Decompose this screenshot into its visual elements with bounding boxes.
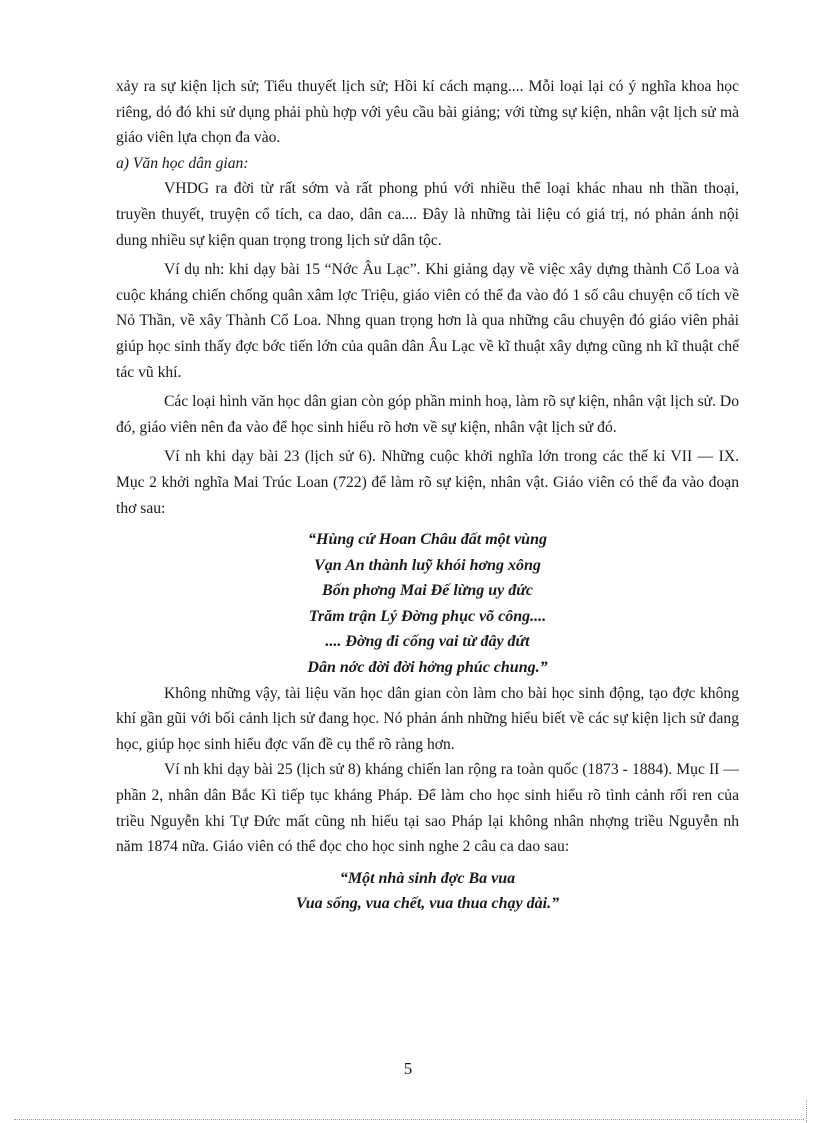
folk-verse-line: “Một nhà sinh đợc Ba vua <box>339 869 516 887</box>
folk-verse-line: Vua sống, vua chết, vua thua chạy dài.” <box>295 895 560 913</box>
poem-line: Vạn An thành luỹ khói hơng xông <box>314 556 541 574</box>
page-number: 5 <box>403 1059 413 1078</box>
poem-line: Dân nớc đời đời hởng phúc chung.” <box>307 659 548 677</box>
poem-line: Trăm trận Lý Đờng phục võ công.... <box>308 607 547 625</box>
poem-line: “Hùng cứ Hoan Châu đất một vùng <box>308 531 547 549</box>
document-page <box>116 74 739 917</box>
paragraph-intro: xảy ra sự kiện lịch sử; Tiểu thuyết lịch sử; Hồi kí cách mạng.... Mỗi loại lại có ý nghĩa khoa học riêng, dó đó khi sử dụng phải phù hợp với yêu cầu bài giảng; với từng sự kiện, nhân vật lịch sử mà giáo viên lựa chọn đa vào. <box>116 78 739 147</box>
paragraph-example-1: Ví dụ nh: khi dạy bài 15 “Nớc Âu Lạc”. Khi giảng dạy về việc xây dựng thành Cổ Loa và cuộc kháng chiến chống quân xâm lợc Triệu, giáo viên có thể đa vào đó 1 số câu chuyện cổ tích về Nỏ Thần, về xây Thành Cổ Loa. Nhng quan trọng hơn là qua những câu chuyện đó giáo viên phải giúp học sinh thấy đợc bớc tiến lớn của quân dân Âu Lạc về kĩ thuật xây dựng cũng nh kĩ thuật chế tác vũ khí. <box>116 261 739 381</box>
section-heading: a) Văn học dân gian: <box>116 154 249 172</box>
poem-line: .... Đờng đi cống vai từ đây đứt <box>325 633 530 651</box>
paragraph-vhdg: VHDG ra đời từ rất sớm và rất phong phú với nhiều thể loại khác nhau nh thần thoại, truyền thuyết, truyện cổ tích, ca dao, dân ca.... Đây là những tài liệu có giá trị, nó phản ánh nội dung nhiều sự kiện quan trọng trong lịch sử dân tộc. <box>116 180 739 249</box>
paragraph-example-2: Ví nh khi dạy bài 23 (lịch sử 6). Những cuộc khởi nghĩa lớn trong các thế kỉ VII — IX. Mục 2 khởi nghĩa Mai Trúc Loan (722) để làm rõ sự kiện, nhân vật. Giáo viên có thể đa vào đoạn thơ sau: <box>116 448 739 517</box>
paragraph-lively: Không những vậy, tài liệu văn học dân gian còn làm cho bài học sinh động, tạo đợc không khí gần gũi với bối cảnh lịch sử đang học. Nó phản ánh những hiểu biết về các sự kiện lịch sử đang học, giúp học sinh hiểu đợc vấn đề cụ thể rõ ràng hơn. <box>116 684 739 753</box>
paragraph-folk-literature: Các loại hình văn học dân gian còn góp phần minh hoạ, làm rõ sự kiện, nhân vật lịch sử. Do đó, giáo viên nên đa vào để học sinh hiểu rõ hơn về sự kiện, nhân vật lịch sử đó. <box>116 393 739 436</box>
poem-line: Bốn phơng Mai Đế lừng uy đức <box>322 582 533 600</box>
page-border-bottom <box>14 1119 804 1120</box>
paragraph-example-3: Ví nh khi dạy bài 25 (lịch sử 8) kháng chiến lan rộng ra toàn quốc (1873 - 1884). Mục II — phần 2, nhân dân Bắc Kì tiếp tục kháng Pháp. Để làm cho học sinh hiểu rõ tình cảnh rối ren của triều Nguyễn khi Tự Đức mất cũng nh hiểu tại sao Pháp lại không nhân nhợng triều Nguyễn nh năm 1874 nữa. Giáo viên có thể đọc cho học sinh nghe 2 câu ca dao sau: <box>116 761 739 856</box>
page-border-right <box>806 1100 807 1123</box>
